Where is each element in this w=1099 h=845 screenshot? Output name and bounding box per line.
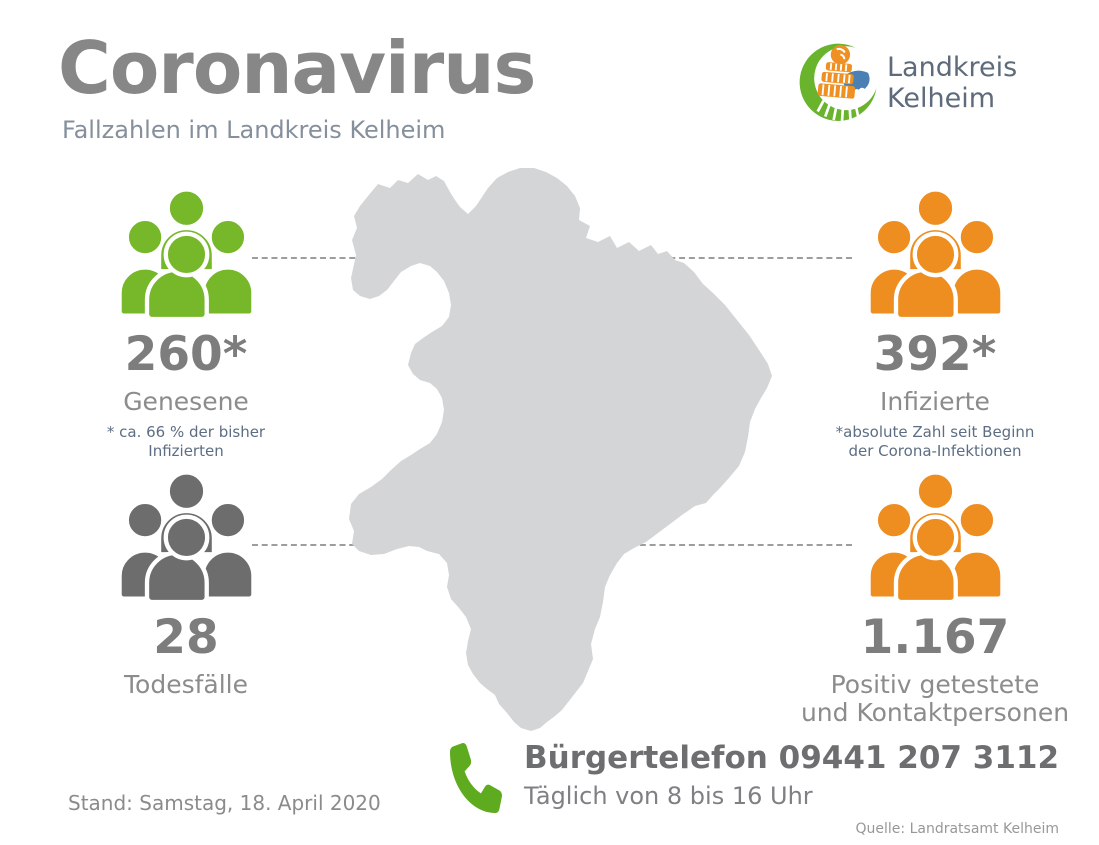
infected-footnote-line2: der Corona-Infektionen: [848, 442, 1022, 460]
recovered-footnote-line1: * ca. 66 % der bisher: [106, 423, 266, 441]
hotline-hours: Täglich von 8 bis 16 Uhr: [524, 782, 813, 810]
landkreis-kelheim-logo-text: [887, 52, 1017, 114]
date-stamp: Stand: Samstag, 18. April 2020: [68, 791, 381, 815]
district-map: [330, 150, 810, 750]
logo-text-line1: Landkreis: [887, 52, 1018, 83]
logo-text-line2: Kelheim: [887, 83, 995, 114]
hotline-text: [524, 740, 1059, 813]
hotline-phone-number: Bürgertelefon 09441 207 3112: [524, 740, 1060, 776]
recovered-footnote-line2: Infizierten: [148, 442, 224, 460]
tested-value: 1.167: [860, 610, 1010, 665]
stat-recovered: [36, 188, 336, 461]
stat-tested: [785, 471, 1085, 727]
page-title: Coronavirus: [58, 26, 536, 110]
page-subtitle: Fallzahlen im Landkreis Kelheim: [62, 116, 446, 144]
people-group-icon: [119, 188, 254, 319]
tested-label: [801, 671, 1069, 727]
source-credit: Quelle: Landratsamt Kelheim: [855, 821, 1059, 837]
tested-label-line1: Positiv getestete: [830, 670, 1040, 699]
tested-label-line2: und Kontaktpersonen: [800, 698, 1070, 727]
infected-footnote: [836, 423, 1035, 461]
hotline-section: [450, 740, 1059, 813]
district-map-shape: [349, 168, 772, 731]
deaths-label: Todesfälle: [124, 670, 248, 699]
recovered-footnote: [107, 423, 265, 461]
infected-value: 392*: [873, 327, 997, 382]
infected-footnote-line1: *absolute Zahl seit Beginn: [835, 423, 1035, 441]
recovered-value: 260*: [124, 327, 248, 382]
landkreis-kelheim-logo-icon: [795, 34, 879, 132]
stat-deaths: [36, 471, 336, 699]
people-group-icon: [868, 188, 1003, 319]
landkreis-kelheim-logo: [795, 34, 1017, 132]
people-group-icon: [119, 471, 254, 602]
infected-label: Infizierte: [880, 387, 990, 416]
people-group-icon: [868, 471, 1003, 602]
stat-infected: [785, 188, 1085, 461]
deaths-value: 28: [153, 610, 219, 665]
phone-icon: [450, 743, 502, 813]
recovered-label: Genesene: [123, 387, 249, 416]
